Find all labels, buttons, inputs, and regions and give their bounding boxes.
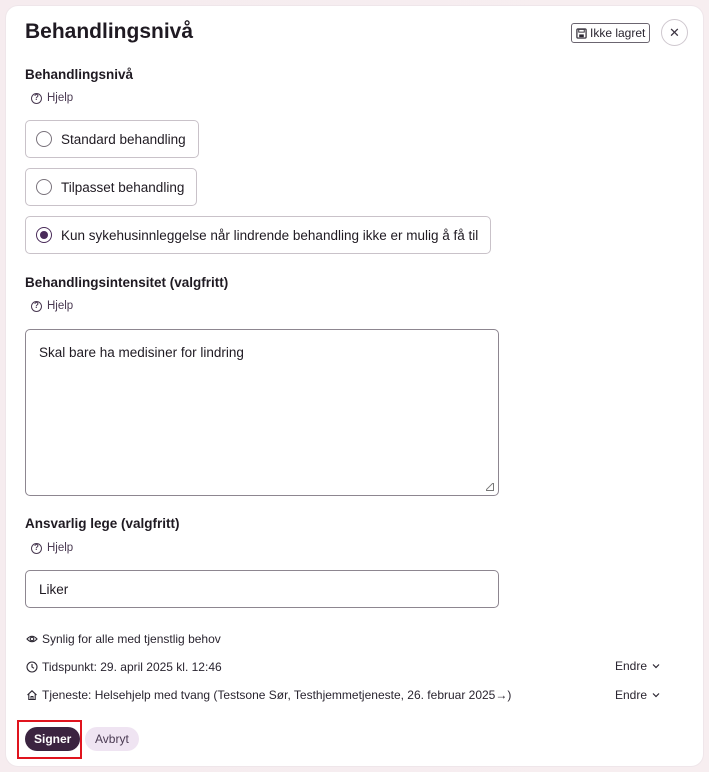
chevron-down-icon [652, 663, 660, 669]
service-text: Tjeneste: Helsehjelp med tvang (Testsone Sør, Testhjemmetjeneste, 26. februar 2025→) [42, 688, 512, 702]
visibility-info [26, 632, 221, 646]
intensity-textarea[interactable] [25, 329, 499, 496]
intensity-help-link[interactable] [31, 300, 73, 312]
radio-hospital-only[interactable] [25, 216, 491, 254]
intensity-text: Skal bare ha medisiner for lindring [39, 345, 244, 360]
treatment-level-panel [6, 6, 703, 766]
change-timestamp-button[interactable] [615, 659, 660, 673]
intensity-label: Behandlingsintensitet (valgfritt) [25, 275, 229, 290]
radio-adapted-treatment[interactable] [25, 168, 197, 206]
close-icon: ✕ [669, 24, 680, 40]
doctor-help-link[interactable] [31, 542, 73, 554]
help-icon: ? [31, 301, 42, 312]
eye-icon [26, 633, 38, 645]
help-icon: ? [31, 543, 42, 554]
timestamp-info [26, 660, 222, 674]
sign-button[interactable]: Signer [25, 727, 80, 751]
close-button[interactable] [661, 19, 688, 46]
help-label: Hjelp [47, 92, 74, 104]
service-info [26, 688, 511, 702]
resize-handle-icon[interactable] [486, 483, 494, 491]
radio-label: Standard behandling [61, 131, 186, 147]
timestamp-text: Tidspunkt: 29. april 2025 kl. 12:46 [42, 660, 222, 674]
help-label: Hjelp [47, 300, 74, 312]
radio-indicator-selected [36, 227, 52, 243]
change-label: Endre [615, 659, 648, 673]
radio-label: Kun sykehusinnleggelse når lindrende behandling ikke er mulig å få til [61, 227, 479, 243]
doctor-input-value: Liker [39, 581, 69, 597]
treatment-level-help-link[interactable] [31, 92, 73, 104]
save-status-label: Ikke lagret [590, 26, 646, 40]
floppy-disk-icon [576, 28, 587, 39]
home-icon [26, 689, 38, 701]
clock-icon [26, 661, 38, 673]
doctor-input[interactable] [25, 570, 499, 608]
cancel-button[interactable]: Avbryt [85, 727, 139, 751]
page-title: Behandlingsnivå [25, 20, 194, 43]
change-label: Endre [615, 688, 648, 702]
radio-indicator [36, 179, 52, 195]
chevron-down-icon [652, 692, 660, 698]
visibility-text: Synlig for alle med tjenstlig behov [42, 632, 221, 646]
treatment-level-label: Behandlingsnivå [25, 67, 134, 82]
save-status-badge [571, 23, 650, 43]
radio-standard-treatment[interactable] [25, 120, 199, 158]
help-label: Hjelp [47, 542, 74, 554]
radio-label: Tilpasset behandling [61, 179, 185, 195]
radio-indicator [36, 131, 52, 147]
change-service-button[interactable] [615, 688, 660, 702]
doctor-label: Ansvarlig lege (valgfritt) [25, 516, 180, 531]
help-icon: ? [31, 93, 42, 104]
